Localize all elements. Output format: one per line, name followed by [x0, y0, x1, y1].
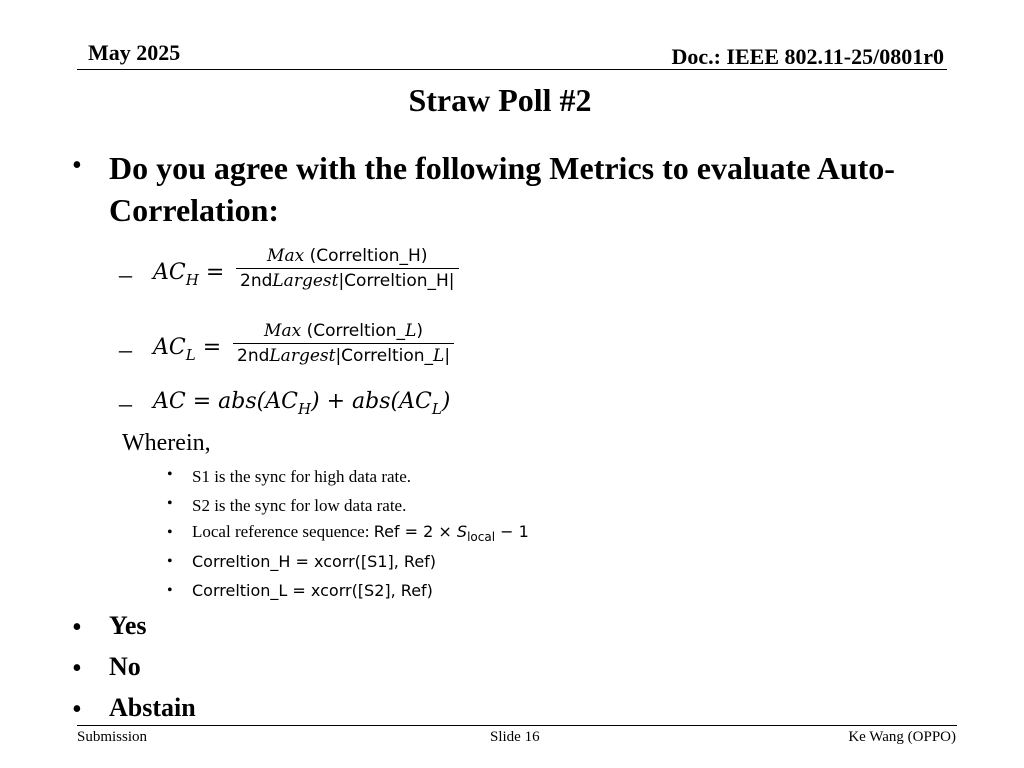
definition-local-reference: Local reference sequence: Ref = $2 \times S_{local} - 1$ [192, 522, 529, 544]
bullet-marker: • [72, 150, 82, 181]
bullet-marker: • [167, 466, 173, 483]
bullet-marker: • [72, 694, 82, 725]
formula-ac-sum: AC = $abs(AC_H) + abs(AC_L)$ [153, 389, 451, 418]
bullet-marker: • [72, 612, 82, 643]
formula-ach-lhs: $AC_H$ = [153, 260, 225, 289]
header-doc-number: Doc.: IEEE 802.11-25/0801r0 [671, 44, 944, 69]
dash-marker: – [119, 389, 132, 418]
header-date: May 2025 [88, 40, 181, 65]
bullet-marker: • [72, 653, 82, 684]
option-yes: Yes [109, 611, 147, 640]
header-divider [77, 69, 947, 70]
wherein-label: Wherein, [122, 430, 211, 456]
bullet-marker: • [167, 524, 173, 541]
definition-s2: S2 is the sync for low data rate. [192, 496, 407, 515]
slide-title: Straw Poll #2 [408, 82, 592, 118]
definition-correlation-h: Correltion_H = xcorr([S1], Ref) [192, 552, 437, 571]
dash-marker: – [119, 335, 132, 364]
question-line-2: Correlation: [109, 192, 280, 228]
definition-s1: S1 is the sync for high data rate. [192, 467, 412, 486]
dash-marker: – [119, 260, 132, 289]
bullet-marker: • [167, 582, 173, 599]
question-line-1: Do you agree with the following Metrics to evaluate Auto- [109, 150, 895, 186]
footer-divider [77, 725, 957, 726]
option-abstain: Abstain [109, 693, 196, 722]
formula-ach-fraction: Max (Correltion_H) 2ndLargest|Correltion_H| [236, 246, 459, 291]
bullet-marker: • [167, 553, 173, 570]
formula-acl-fraction: Max (Correltion_L) 2ndLargest|Correltion_L| [233, 321, 454, 366]
bullet-marker: • [167, 495, 173, 512]
footer-author: Ke Wang (OPPO) [848, 729, 956, 745]
option-no: No [109, 652, 141, 681]
formula-acl-lhs: $AC_L$ = [153, 335, 222, 364]
definition-correlation-l: Correltion_L = xcorr([S2], Ref) [192, 581, 433, 600]
footer-submission: Submission [77, 729, 148, 745]
footer-slide-number: Slide 16 [490, 729, 540, 745]
